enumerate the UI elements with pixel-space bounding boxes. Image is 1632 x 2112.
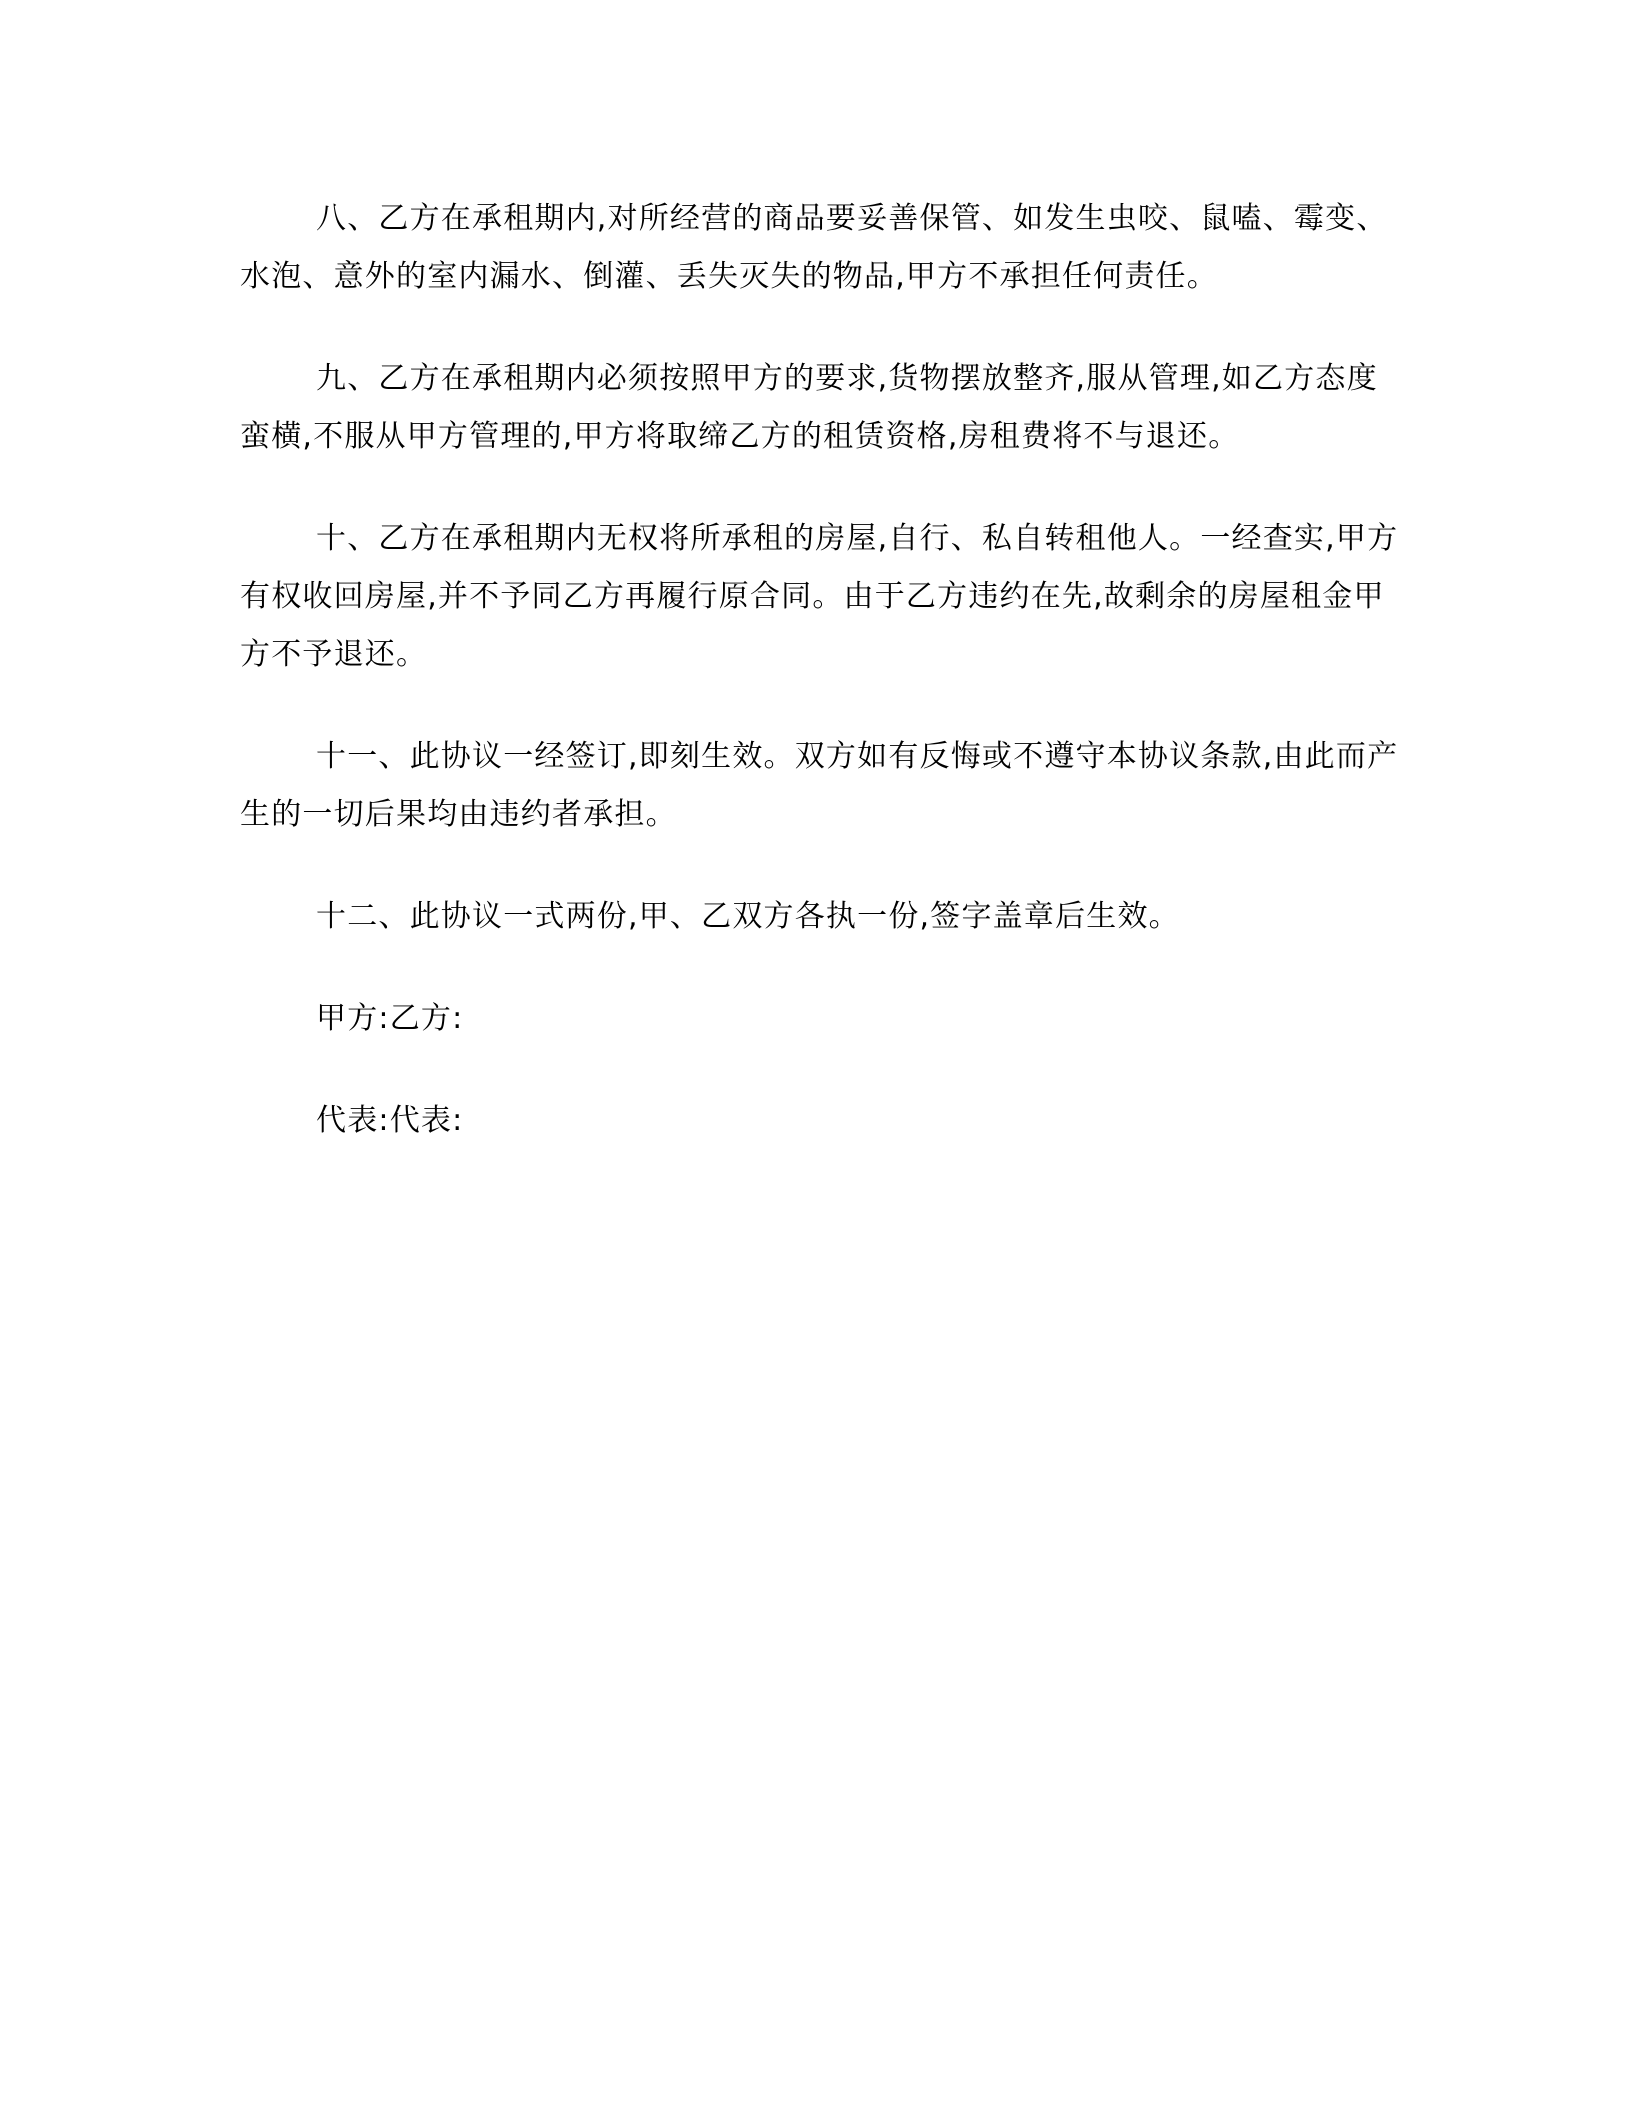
signature-representatives: 代表:代表:	[316, 1103, 464, 1138]
clause-11: 十一、此协议一经签订,即刻生效。双方如有反悔或不遵守本协议条款,由此而产生的一切后果均由违约者承担。	[240, 739, 1399, 832]
clause-8: 八、乙方在承租期内,对所经营的商品要妥善保管、如发生虫咬、鼠嗑、霉变、水泡、意外的室内漏水、倒灌、丢失灭失的物品,甲方不承担任何责任。	[240, 201, 1388, 294]
clause-10: 十、乙方在承租期内无权将所承租的房屋,自行、私自转租他人。一经查实,甲方有权收回房屋,并不予同乙方再履行原合同。由于乙方违约在先,故剩余的房屋租金甲方不予退还。	[240, 521, 1399, 672]
clause-9: 九、乙方在承租期内必须按照甲方的要求,货物摆放整齐,服从管理,如乙方态度蛮横,不服从甲方管理的,甲方将取缔乙方的租赁资格,房租费将不与退还。	[240, 361, 1378, 454]
signature-parties: 甲方:乙方:	[316, 1001, 464, 1036]
document-body	[240, 190, 1404, 1150]
clause-12: 十二、此协议一式两份,甲、乙双方各执一份,签字盖章后生效。	[316, 899, 1180, 934]
